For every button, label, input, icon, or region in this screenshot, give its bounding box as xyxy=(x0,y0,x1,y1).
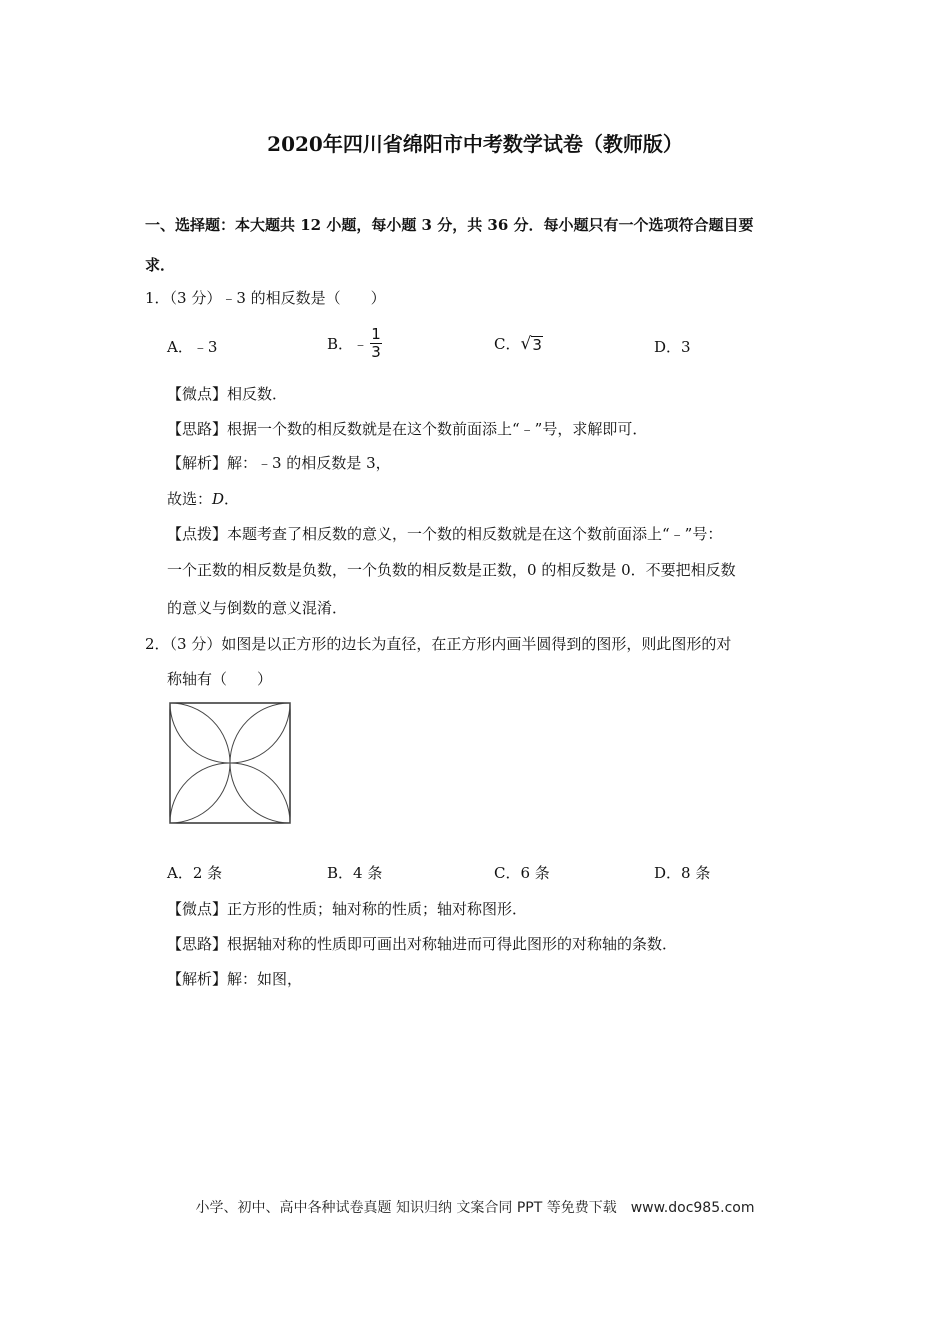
section-heading-line1: 一、选择题：本大题共 12 小题，每小题 3 分，共 36 分．每小题只有一个选项符合题目要 xyxy=(145,216,754,234)
q1-answer xyxy=(167,488,239,509)
document-title: 2020年四川省绵阳市中考数学试卷（教师版） xyxy=(267,132,683,156)
q1-answer-letter: D xyxy=(212,490,225,508)
q1-comment-line2: 一个正数的相反数是负数，一个负数的相反数是正数，0 的相反数是 0．不要把相反数 xyxy=(167,561,736,579)
q2-option-a: A．2 条 xyxy=(167,864,223,882)
q1-option-a: A．﹣3 xyxy=(167,338,218,356)
q1-point: 【微点】相反数． xyxy=(167,385,288,403)
q2-analysis: 【解析】解：如图， xyxy=(167,970,303,988)
q1-comment-line3: 的意义与倒数的意义混淆． xyxy=(167,599,348,617)
q1-answer-suffix: ． xyxy=(224,490,240,508)
q1-answer-prefix: 故选： xyxy=(167,490,213,508)
q2-option-b: B．4 条 xyxy=(327,864,383,882)
radicand: 3 xyxy=(532,335,542,354)
fraction-denominator: 3 xyxy=(371,343,381,361)
q2-idea: 【思路】根据轴对称的性质即可画出对称轴进而可得此图形的对称轴的条数． xyxy=(167,935,678,953)
q1-analysis: 【解析】解：﹣3 的相反数是 3， xyxy=(167,454,391,472)
square-root xyxy=(520,334,542,354)
square-semicircles-figure xyxy=(168,701,292,825)
q2-stem-line1: 2．（3 分）如图是以正方形的边长为直径，在正方形内画半圆得到的图形，则此图形的对 xyxy=(145,635,732,653)
fraction-numerator: 1 xyxy=(371,325,381,343)
q1-stem: 1．（3 分）﹣3 的相反数是（ ） xyxy=(145,289,386,307)
q1-option-c xyxy=(494,333,543,354)
q1-idea: 【思路】根据一个数的相反数就是在这个数前面添上“﹣”号，求解即可． xyxy=(167,420,648,438)
q2-option-d: D．8 条 xyxy=(654,864,711,882)
q1-option-b xyxy=(327,326,382,361)
q2-option-c: C．6 条 xyxy=(494,864,550,882)
q1-option-c-prefix: C． xyxy=(494,335,521,353)
q2-point: 【微点】正方形的性质；轴对称的性质；轴对称图形． xyxy=(167,900,528,918)
semicircle-left-edge xyxy=(170,703,230,823)
page-footer[interactable]: 小学、初中、高中各种试卷真题 知识归纳 文案合同 PPT 等免费下载 www.doc985.com xyxy=(195,1200,755,1216)
section-heading-line2: 求． xyxy=(145,256,176,274)
semicircle-top-edge xyxy=(170,703,290,763)
q1-option-d: D．3 xyxy=(654,338,691,356)
q1-option-b-prefix: B．﹣ xyxy=(327,335,369,353)
semicircle-right-edge xyxy=(230,703,290,823)
fraction xyxy=(370,326,382,361)
radical-sign-icon: √ xyxy=(520,333,532,354)
semicircle-bottom-edge xyxy=(170,763,290,823)
q2-stem-line2: 称轴有（ ） xyxy=(167,670,273,688)
q1-comment-line1: 【点拨】本题考查了相反数的意义，一个数的相反数就是在这个数前面添上“﹣”号： xyxy=(167,525,723,543)
